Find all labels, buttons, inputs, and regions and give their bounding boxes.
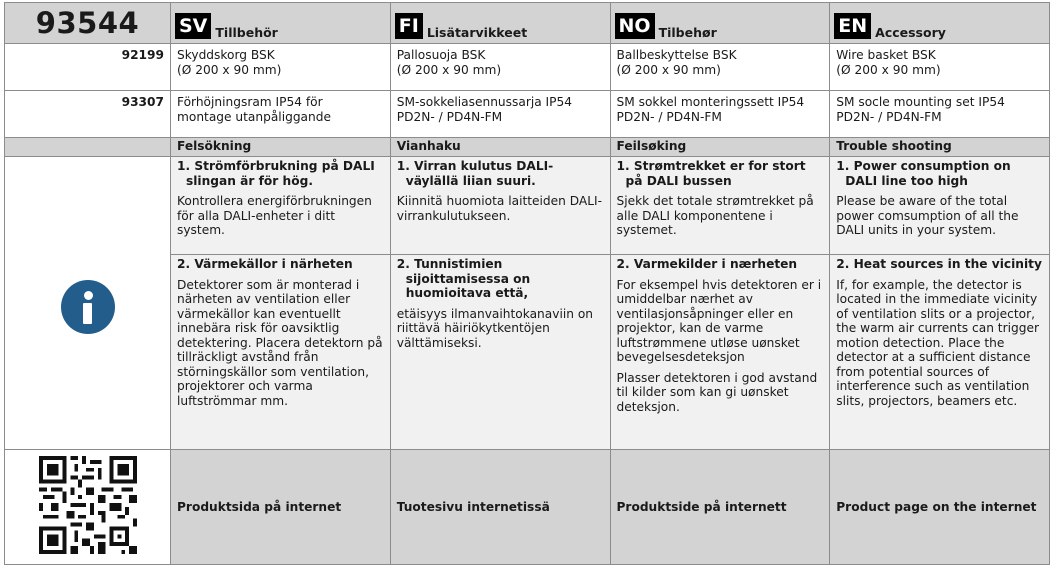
problem-text: Kiinnitä huomiota laitteiden DALI-virrankulutukseen. — [396, 194, 603, 223]
problem-title: 1. Strömförbrukning på DALI slingan är för hög. — [177, 159, 375, 188]
accessory-detail: PD2N- / PD4N-FM — [616, 109, 722, 124]
problem-title: 2. Tunnistimien sijoittamisessa on huomioitava että, — [396, 257, 531, 300]
lang-header-no — [610, 3, 830, 44]
section-title-no: Feilsøking — [610, 138, 830, 157]
lang-code-en: EN — [834, 13, 871, 39]
accessory-name: SM socle mounting set IP54 — [836, 95, 1005, 109]
accessory-detail: (Ø 200 x 90 mm) — [396, 62, 502, 77]
lang-code-fi: FI — [395, 13, 423, 39]
product-page-link-no[interactable]: Produktside på internett — [610, 450, 830, 565]
product-info-table — [4, 2, 1050, 565]
lang-code-no: NO — [615, 13, 655, 39]
accessory-detail: (Ø 200 x 90 mm) — [616, 62, 721, 77]
accessory-cell-no — [610, 44, 830, 91]
problem-title: 2. Varmekilder i nærheten — [616, 257, 798, 271]
accessory-cell-sv — [171, 44, 391, 91]
problem-text: Please be aware of the total power comsumption of all the DALI units in your system. — [836, 194, 1019, 237]
problem-cell-no — [610, 157, 830, 255]
lang-header-en — [830, 3, 1050, 44]
problem-text: Kontrollera energiförbrukningen för alla DALI-enheter i ditt system. — [177, 194, 372, 237]
lang-title-sv: Tillbehör — [215, 24, 278, 40]
section-title-fi: Vianhaku — [390, 138, 610, 157]
lang-header-fi — [390, 3, 610, 44]
accessory-number: 93307 — [5, 91, 171, 138]
accessory-name: SM-sokkeliasennussarja IP54 — [396, 95, 573, 109]
accessory-cell-no — [610, 91, 830, 138]
problem-text: If, for example, the detector is located in the immediate vicinity of ventilation slits or a projector, the warm air currents can trigger motion detection. Place the detector at a sufficient distance from potential sources of interference such as ventilation slits, projectors, beamers etc. — [836, 277, 1039, 408]
problem-cell-en — [830, 157, 1050, 255]
accessory-detail: PD2N- / PD4N-FM — [396, 109, 503, 124]
product-page-row — [5, 450, 1050, 565]
lang-title-en: Accessory — [875, 24, 946, 40]
accessory-row — [5, 91, 1050, 138]
article-number: 93544 — [5, 3, 171, 44]
section-title-sv: Felsökning — [171, 138, 391, 157]
accessory-cell-en — [830, 91, 1050, 138]
accessory-name: Ballbeskyttelse BSK — [616, 48, 737, 62]
problem-text: Plasser detektoren i god avstand til kilder som kan gi uønsket deteksjon. — [616, 370, 818, 414]
problem-cell-no — [610, 255, 830, 450]
info-cell — [5, 157, 171, 450]
product-page-link-en[interactable]: Product page on the internet — [830, 450, 1050, 565]
accessory-name: Pallosuoja BSK — [396, 48, 486, 62]
accessory-cell-en — [830, 44, 1050, 91]
accessory-name: Skyddskorg BSK — [177, 48, 275, 62]
info-icon — [61, 280, 115, 334]
accessory-detail: PD2N- / PD4N-FM — [836, 109, 942, 124]
accessory-detail: montage utanpåliggande — [177, 109, 331, 124]
accessory-number: 92199 — [5, 44, 171, 91]
troubleshooting-header-row — [5, 138, 1050, 157]
problem-cell-fi — [390, 255, 610, 450]
problem-text: Detektorer som är monterad i närheten av ventilation eller värmekällor kan eventuellt innebära risk för oavsiktlig detektering. Placera detektorn på tillräckligt avstånd från störningskällor som ventilation, projektorer och varma luftströmmar mm. — [177, 277, 383, 408]
accessory-cell-sv — [171, 91, 391, 138]
section-title-en: Trouble shooting — [830, 138, 1050, 157]
accessory-name: Wire basket BSK — [836, 48, 936, 62]
accessory-cell-fi — [390, 44, 610, 91]
lang-title-no: Tilbehør — [658, 24, 717, 40]
problem-cell-sv — [171, 157, 391, 255]
product-page-link-fi[interactable]: Tuotesivu internetissä — [390, 450, 610, 565]
header-row — [5, 3, 1050, 44]
problem-cell-en — [830, 255, 1050, 450]
accessory-detail: (Ø 200 x 90 mm) — [177, 62, 282, 77]
accessory-detail: (Ø 200 x 90 mm) — [836, 62, 941, 77]
accessory-row — [5, 44, 1050, 91]
lang-title-fi: Lisätarvikkeet — [426, 24, 528, 40]
problem-title: 2. Värmekällor i närheten — [177, 257, 353, 271]
accessory-cell-fi — [390, 91, 610, 138]
accessory-name: SM sokkel monteringssett IP54 — [616, 95, 805, 109]
problem-text: etäisyys ilmanvaihtokanaviin on riittävä häiriökytkentöjen välttämiseksi. — [396, 306, 594, 350]
lang-header-sv — [171, 3, 391, 44]
problem-text: Sjekk det totale strømtrekket på alle DALI komponentene i systemet. — [616, 194, 814, 237]
problem-text: For eksempel hvis detektoren er i umiddelbar nærhet av ventilasjonsåpninger eller en projektor, kan de varme luftstrømmene utløse uønsket bevegelsesdeteksjon — [616, 277, 822, 364]
problem-cell-fi — [390, 157, 610, 255]
empty-cell — [5, 138, 171, 157]
problem-row-1 — [5, 157, 1050, 255]
problem-title: 1. Power consumption on DALI line too high — [836, 159, 1011, 188]
product-page-link-sv[interactable]: Produktsida på internet — [171, 450, 391, 565]
problem-title: 1. Strømtrekket er for stort på DALI bussen — [616, 159, 806, 188]
problem-title: 1. Virran kulutus DALI-väylällä liian suuri. — [396, 159, 554, 188]
qr-code-icon[interactable] — [39, 456, 137, 554]
lang-code-sv: SV — [175, 13, 211, 39]
qr-cell — [5, 450, 171, 565]
accessory-name: Förhöjningsram IP54 för — [177, 95, 323, 109]
problem-title: 2. Heat sources in the vicinity — [836, 257, 1042, 271]
problem-cell-sv — [171, 255, 391, 450]
